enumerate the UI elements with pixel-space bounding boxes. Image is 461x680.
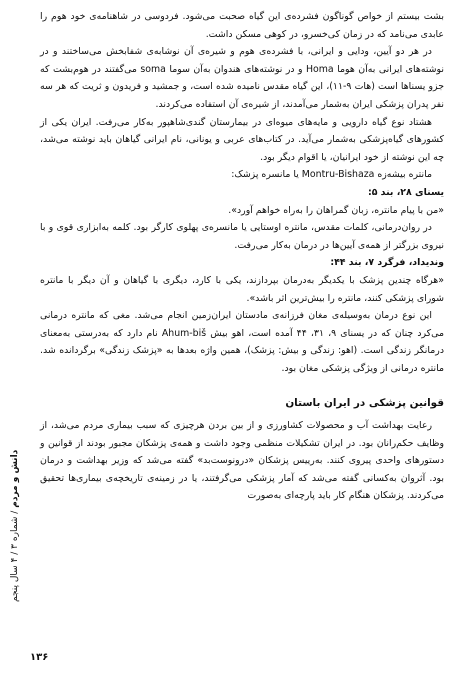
quotation: «من با پیام مانتره، زبان گمراهان را به‌راه خواهم آورد». — [228, 204, 444, 216]
paragraph: این نوع درمان به‌وسیله‌ی مغان فرزانه‌ی مادستان ایران‌زمین انجام می‌شد. مغی که مانتره درمانی می‌کرد چنان که در یسنای ۹، ۳۱، ۴۴ آمده است، اهو بیش Ahum-biš نام دارد که به‌درستی به‌معنای درمانگر زندگی است. (اهو: زندگی و بیش: پزشک)، همین واژه بعدها به «پزشک زندگی» برگردانده شد. مانتره درمانی از ویژگی پزشکی مغان بود. — [40, 310, 444, 374]
paragraph: در هر دو آیین، ودایی و ایرانی، با فشرده‌ی هوم و شیره‌ی آن نوشابه‌ی شفابخش می‌ساختند و در نوشته‌های ایرانی به‌آن هوما Homa و در نوشته‌های هندوان به‌آن سوما soma می‌گفتند در هوم‌بشت که جزو یسناها است (هات ۹-۱۱)، این گیاه مقدس نامیده شده است، و جمشید و فریدون و ثریت که هر سه نفر پدران پزشکی ایران به‌شمار می‌آمدند، از شیره‌ی آن استفاده می‌کردند. — [40, 46, 445, 110]
running-header — [8, 450, 24, 680]
paragraph: در روان‌درمانی، کلمات مقدس، مانتره اوستایی یا مانسره‌ی پهلوی کارگر بود. کلمه به‌ابزاری قوی و با نیروی بزرگتر از همه‌ی آیین‌ها در درمان به‌کار می‌رفت. — [40, 222, 444, 251]
page-body — [40, 8, 444, 648]
paragraph: بشت بیستم از خواص گوناگون فشرده‌ی این گیاه صحبت می‌شود. فردوسی در شاهنامه‌ی خود هوم را عابدی می‌نامد که در زمان کی‌خسرو، در کوهی مسکن داشت. — [40, 11, 444, 40]
section-title: قوانین پزشکی در ایران باستان — [285, 397, 444, 410]
paragraph: مانتره بیشه‌زه Montru-Bishaza یا مانسره پزشک: — [231, 169, 432, 181]
issue-info: / شماره ۳ / ۴ سال پنجم — [10, 510, 20, 603]
quotation: «هرگاه چندین پزشک با یکدیگر به‌درمان بپردازند، یکی با کارد، دیگری با گیاهان و آن دیگر با مانتره شورای پزشکی کنند، مانتره را بیش‌ترین اثر باشد». — [40, 274, 444, 304]
paragraph: رعایت بهداشت آب و محصولات کشاورزی و از بین بردن هرچیزی که سبب بیماری مردم می‌شد، از وظایف حکم‌رانان بود. در ایران تشکیلات منظمی وجود داشت و همه‌ی پزشکان مجبور بودند از قوانین و دستورهای واحدی پیروی کنند. به‌رییس پزشکان «درونوست‌بد» گفته می‌شد که وزیر بهداشت و درمان بود. آثروان به‌کسانی گفته می‌شد که آمار پزشکی می‌گرفتند، یا در زمینه‌ی تاریخچه‌ی بیماری‌ها تحقیق می‌کردند. پزشکان هنگام کار باید پارچه‌ای به‌صورت — [40, 420, 444, 502]
page-number: ۱۳۶ — [30, 652, 49, 663]
journal-name: دانش و مردم — [10, 450, 20, 509]
paragraph: هشتاد نوع گیاه دارویی و مایه‌های میوه‌ای در بیمارستان گندی‌شاهپور به‌کار می‌رفت. ایران یکی از کشورهای گیاه‌پزشکی به‌شمار می‌آید. در کتاب‌های عربی و یونانی، نام ایرانی گیاهان باید نوشته می‌شد، چه این نوشته از خود ایرانیان، یا اقوام دیگر بود. — [40, 116, 444, 163]
citation-heading: یسنای ۲۸، بند ۵: — [367, 186, 444, 198]
citation-heading: وندیداد، فرگرد ۷، بند ۴۴: — [330, 257, 444, 269]
